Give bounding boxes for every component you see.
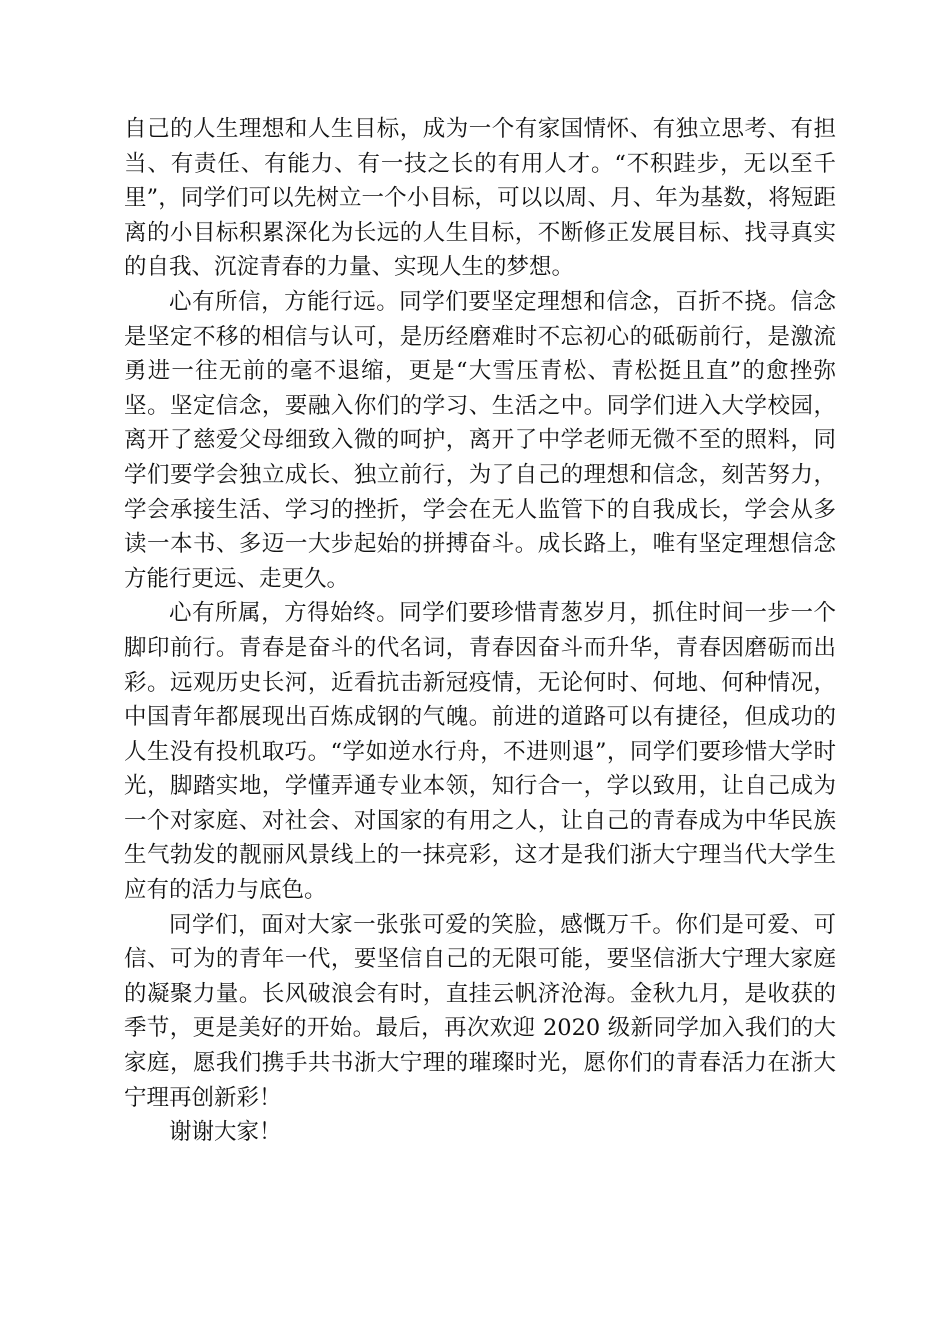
document-body xyxy=(124,112,836,1150)
paragraph-belief: 心有所信，方能行远。同学们要坚定理想和信念，百折不挠。信念是坚定不移的相信与认可，是历经磨难时不忘初心的砥砺前行，是激流勇进一往无前的毫不退缩，更是“大雪压青松、青松挺且直”的愈挫弥坚。坚定信念，要融入你们的学习、生活之中。同学们进入大学校园，离开了慈爱父母细致入微的呵护，离开了中学老师无微不至的照料，同学们要学会独立成长、独立前行，为了自己的理想和信念，刻苦努力，学会承接生活、学习的挫折，学会在无人监管下的自我成长，学会从多读一本书、多迈一大步起始的拼搏奋斗。成长路上，唯有坚定理想信念方能行更远、走更久。 xyxy=(124,288,836,592)
paragraph-thanks: 谢谢大家！ xyxy=(169,1119,282,1146)
paragraph-perseverance: 心有所属，方得始终。同学们要珍惜青葱岁月，抓住时间一步一个脚印前行。青春是奋斗的代名词，青春因奋斗而升华，青春因磨砺而出彩。远观历史长河，近看抗击新冠疫情，无论何时、何地、何种情况，中国青年都展现出百炼成钢的气魄。前进的道路可以有捷径，但成功的人生没有投机取巧。“学如逆水行舟，不进则退”，同学们要珍惜大学时光，脚踏实地，学懂弄通专业本领，知行合一，学以致用，让自己成为一个对家庭、对社会、对国家的有用之人，让自己的青春成为中华民族生气勃发的靓丽风景线上的一抹亮彩，这才是我们浙大宁理当代大学生应有的活力与底色。 xyxy=(124,600,836,904)
paragraph-closing: 同学们，面对大家一张张可爱的笑脸，感慨万千。你们是可爱、可信、可为的青年一代，要坚信自己的无限可能，要坚信浙大宁理大家庭的凝聚力量。长风破浪会有时，直挂云帆济沧海。金秋九月，是收获的季节，更是美好的开始。最后，再次欢迎 2020 级新同学加入我们的大家庭，愿我们携手共书浙大宁理的璀璨时光，愿你们的青春活力在浙大宁理再创新彩！ xyxy=(124,911,836,1111)
paragraph-continuation: 自己的人生理想和人生目标，成为一个有家国情怀、有独立思考、有担当、有责任、有能力、有一技之长的有用人才。“不积跬步，无以至千里”，同学们可以先树立一个小目标，可以以周、月、年为基数，将短距离的小目标积累深化为长远的人生目标，不断修正发展目标、找寻真实的自我、沉淀青春的力量、实现人生的梦想。 xyxy=(124,116,836,281)
